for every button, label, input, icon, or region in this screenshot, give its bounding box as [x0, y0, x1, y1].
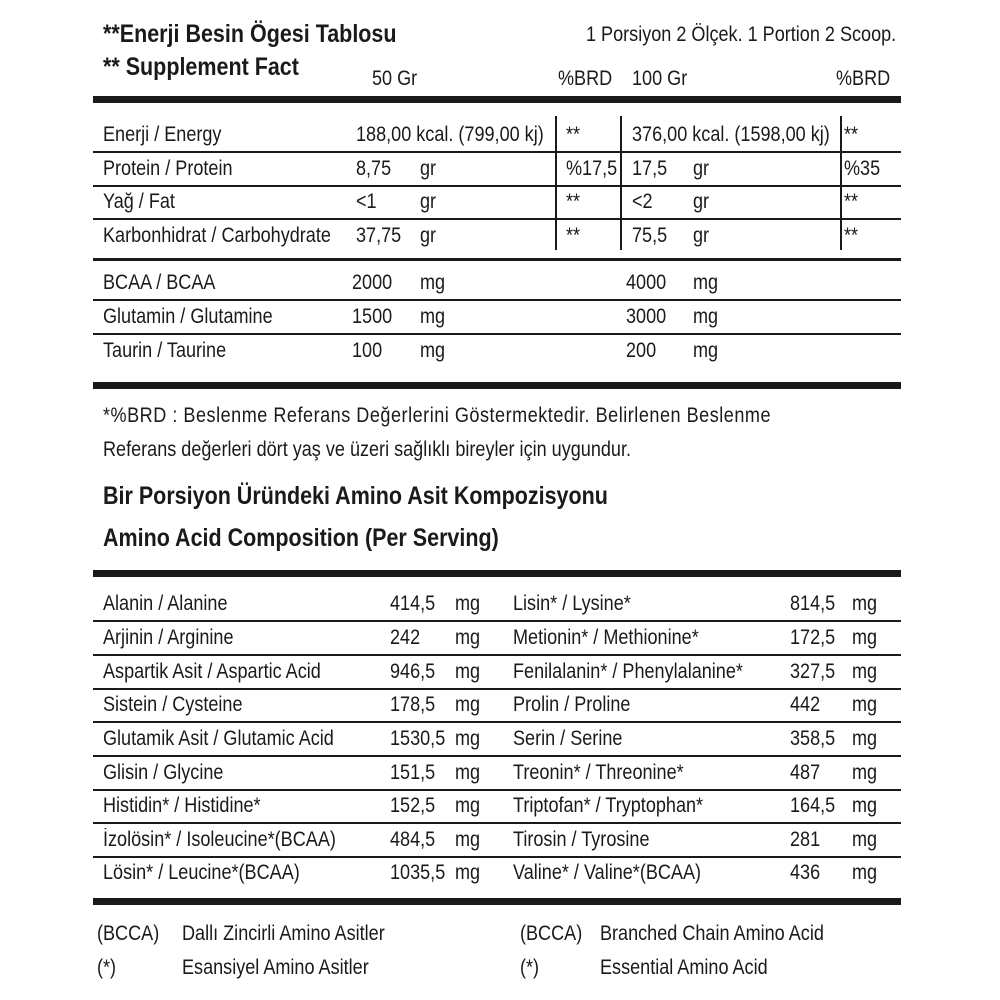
- amino-acid-unit: mg: [455, 761, 481, 784]
- amino-acid-unit: mg: [455, 626, 481, 649]
- supplement-value-100gr: 4000: [626, 271, 667, 294]
- nutrient-value-50gr: 188,00 kcal. (799,00 kj): [356, 123, 544, 146]
- amino-acid-value: 152,5: [390, 794, 436, 817]
- amino-acid-value: 487: [790, 761, 821, 784]
- amino-acid-unit: mg: [852, 660, 878, 683]
- nutrient-unit-50gr: gr: [420, 157, 437, 180]
- brd-note-line-1: *%BRD : Beslenme Referans Değerlerini Göstermektedir. Belirlenen Beslenme: [103, 404, 772, 427]
- amino-acid-value: 1530,5: [390, 727, 446, 750]
- amino-end-rule: [93, 898, 901, 905]
- amino-acid-value: 327,5: [790, 660, 836, 683]
- nutrient-brd-100gr: **: [844, 123, 859, 146]
- nutrition-col-divider-1: [555, 116, 557, 250]
- amino-row-divider: [93, 856, 901, 858]
- amino-acid-name: Glisin / Glycine: [103, 761, 224, 784]
- legend-left-code-1: (BCCA): [97, 922, 160, 945]
- amino-acid-value: 172,5: [790, 626, 836, 649]
- amino-acid-unit: mg: [852, 828, 878, 851]
- nutrient-value-50gr: 37,75: [356, 224, 402, 247]
- supplement-end-rule: [93, 382, 901, 389]
- amino-acid-name: Glutamik Asit / Glutamic Acid: [103, 727, 334, 750]
- nutrient-name: Karbonhidrat / Carbohydrate: [103, 224, 331, 247]
- nutrient-unit-100gr: gr: [693, 157, 710, 180]
- supplement-value-50gr: 100: [352, 339, 383, 362]
- nutrient-brd-50gr: %17,5: [566, 157, 618, 180]
- col-header-50gr: 50 Gr: [372, 67, 418, 90]
- amino-acid-name: Alanin / Alanine: [103, 592, 228, 615]
- nutrient-brd-100gr: **: [844, 190, 859, 213]
- amino-acid-unit: mg: [852, 861, 878, 884]
- supplement-row-divider: [93, 299, 901, 301]
- amino-acid-name: Valine* / Valine*(BCAA): [513, 861, 702, 884]
- supplement-unit-50gr: mg: [420, 271, 446, 294]
- amino-acid-name: Triptofan* / Tryptophan*: [513, 794, 704, 817]
- nutrient-value-100gr: 75,5: [632, 224, 668, 247]
- amino-row-divider: [93, 789, 901, 791]
- amino-acid-value: 814,5: [790, 592, 836, 615]
- nutrient-name: Yağ / Fat: [103, 190, 175, 213]
- supplement-value-100gr: 3000: [626, 305, 667, 328]
- nutrition-col-divider-2: [620, 116, 622, 250]
- legend-left-text-1: Dallı Zincirli Amino Asitler: [182, 922, 385, 945]
- amino-row-divider: [93, 688, 901, 690]
- nutrient-value-50gr: <1: [356, 190, 377, 213]
- nutrient-unit-100gr: gr: [693, 224, 710, 247]
- amino-acid-unit: mg: [455, 693, 481, 716]
- header-rule: [93, 96, 901, 103]
- amino-acid-unit: mg: [852, 761, 878, 784]
- legend-right-code-2: (*): [520, 956, 540, 979]
- supplement-unit-100gr: mg: [693, 305, 719, 328]
- amino-acid-name: Sistein / Cysteine: [103, 693, 243, 716]
- amino-row-divider: [93, 620, 901, 622]
- nutrition-row-divider: [93, 218, 901, 220]
- amino-acid-value: 414,5: [390, 592, 436, 615]
- nutrition-end-rule: [93, 258, 901, 261]
- brd-note-line-2: Referans değerleri dört yaş ve üzeri sağlıklı bireyler için uygundur.: [103, 438, 632, 461]
- amino-acid-unit: mg: [852, 693, 878, 716]
- amino-acid-name: Lösin* / Leucine*(BCAA): [103, 861, 300, 884]
- amino-acid-unit: mg: [455, 828, 481, 851]
- supplement-unit-50gr: mg: [420, 339, 446, 362]
- amino-acid-name: Serin / Serine: [513, 727, 623, 750]
- amino-header-rule: [93, 570, 901, 577]
- supplement-unit-100gr: mg: [693, 339, 719, 362]
- amino-acid-name: Treonin* / Threonine*: [513, 761, 684, 784]
- supplement-name: Taurin / Taurine: [103, 339, 227, 362]
- supplement-value-50gr: 2000: [352, 271, 393, 294]
- nutrient-unit-50gr: gr: [420, 190, 437, 213]
- amino-row-divider: [93, 721, 901, 723]
- nutrient-brd-100gr: **: [844, 224, 859, 247]
- legend-right-text-1: Branched Chain Amino Acid: [600, 922, 824, 945]
- nutrition-col-divider-3: [840, 116, 842, 250]
- supplement-value-100gr: 200: [626, 339, 657, 362]
- nutrient-brd-100gr: %35: [844, 157, 881, 180]
- portion-info: 1 Porsiyon 2 Ölçek. 1 Portion 2 Scoop.: [586, 23, 897, 46]
- amino-acid-name: Tirosin / Tyrosine: [513, 828, 650, 851]
- amino-title-en: Amino Acid Composition (Per Serving): [103, 524, 499, 552]
- title-tr: **Enerji Besin Ögesi Tablosu: [103, 20, 397, 48]
- nutrient-value-100gr: <2: [632, 190, 653, 213]
- amino-acid-unit: mg: [455, 727, 481, 750]
- amino-acid-unit: mg: [852, 794, 878, 817]
- amino-acid-value: 358,5: [790, 727, 836, 750]
- amino-acid-value: 946,5: [390, 660, 436, 683]
- col-header-brd-1: %BRD: [558, 67, 613, 90]
- amino-acid-name: Histidin* / Histidine*: [103, 794, 261, 817]
- amino-acid-unit: mg: [852, 626, 878, 649]
- amino-acid-name: Metionin* / Methionine*: [513, 626, 699, 649]
- nutrient-name: Protein / Protein: [103, 157, 233, 180]
- supplement-unit-50gr: mg: [420, 305, 446, 328]
- nutrient-value-100gr: 376,00 kcal. (1598,00 kj): [632, 123, 830, 146]
- amino-acid-value: 164,5: [790, 794, 836, 817]
- amino-acid-unit: mg: [455, 592, 481, 615]
- col-header-100gr: 100 Gr: [632, 67, 688, 90]
- nutrition-row-divider: [93, 185, 901, 187]
- nutrient-name: Enerji / Energy: [103, 123, 222, 146]
- amino-row-divider: [93, 755, 901, 757]
- amino-acid-unit: mg: [455, 660, 481, 683]
- nutrient-unit-100gr: gr: [693, 190, 710, 213]
- amino-acid-name: Fenilalanin* / Phenylalanine*: [513, 660, 743, 683]
- supplement-name: BCAA / BCAA: [103, 271, 216, 294]
- amino-acid-value: 436: [790, 861, 821, 884]
- supplement-unit-100gr: mg: [693, 271, 719, 294]
- amino-acid-value: 242: [390, 626, 421, 649]
- amino-acid-value: 484,5: [390, 828, 436, 851]
- legend-left-code-2: (*): [97, 956, 117, 979]
- legend-right-code-1: (BCCA): [520, 922, 583, 945]
- supplement-value-50gr: 1500: [352, 305, 393, 328]
- amino-acid-name: Lisin* / Lysine*: [513, 592, 631, 615]
- supplement-row-divider: [93, 333, 901, 335]
- amino-acid-name: Aspartik Asit / Aspartic Acid: [103, 660, 321, 683]
- amino-acid-name: Arjinin / Arginine: [103, 626, 234, 649]
- amino-acid-value: 1035,5: [390, 861, 446, 884]
- amino-acid-value: 178,5: [390, 693, 436, 716]
- amino-title-tr: Bir Porsiyon Üründeki Amino Asit Kompozisyonu: [103, 482, 608, 510]
- legend-right-text-2: Essential Amino Acid: [600, 956, 768, 979]
- title-en: ** Supplement Fact: [103, 53, 299, 81]
- nutrient-value-100gr: 17,5: [632, 157, 668, 180]
- amino-acid-value: 442: [790, 693, 821, 716]
- amino-acid-unit: mg: [455, 794, 481, 817]
- nutrition-row-divider: [93, 151, 901, 153]
- nutrient-brd-50gr: **: [566, 190, 581, 213]
- amino-acid-name: Prolin / Proline: [513, 693, 631, 716]
- amino-row-divider: [93, 654, 901, 656]
- amino-acid-unit: mg: [852, 592, 878, 615]
- amino-row-divider: [93, 822, 901, 824]
- amino-acid-value: 151,5: [390, 761, 436, 784]
- amino-acid-unit: mg: [455, 861, 481, 884]
- nutrient-brd-50gr: **: [566, 224, 581, 247]
- nutrient-unit-50gr: gr: [420, 224, 437, 247]
- nutrient-brd-50gr: **: [566, 123, 581, 146]
- nutrient-value-50gr: 8,75: [356, 157, 392, 180]
- legend-left-text-2: Esansiyel Amino Asitler: [182, 956, 369, 979]
- col-header-brd-2: %BRD: [836, 67, 891, 90]
- amino-acid-name: İzolösin* / Isoleucine*(BCAA): [103, 828, 336, 851]
- supplement-name: Glutamin / Glutamine: [103, 305, 273, 328]
- amino-acid-unit: mg: [852, 727, 878, 750]
- amino-acid-value: 281: [790, 828, 821, 851]
